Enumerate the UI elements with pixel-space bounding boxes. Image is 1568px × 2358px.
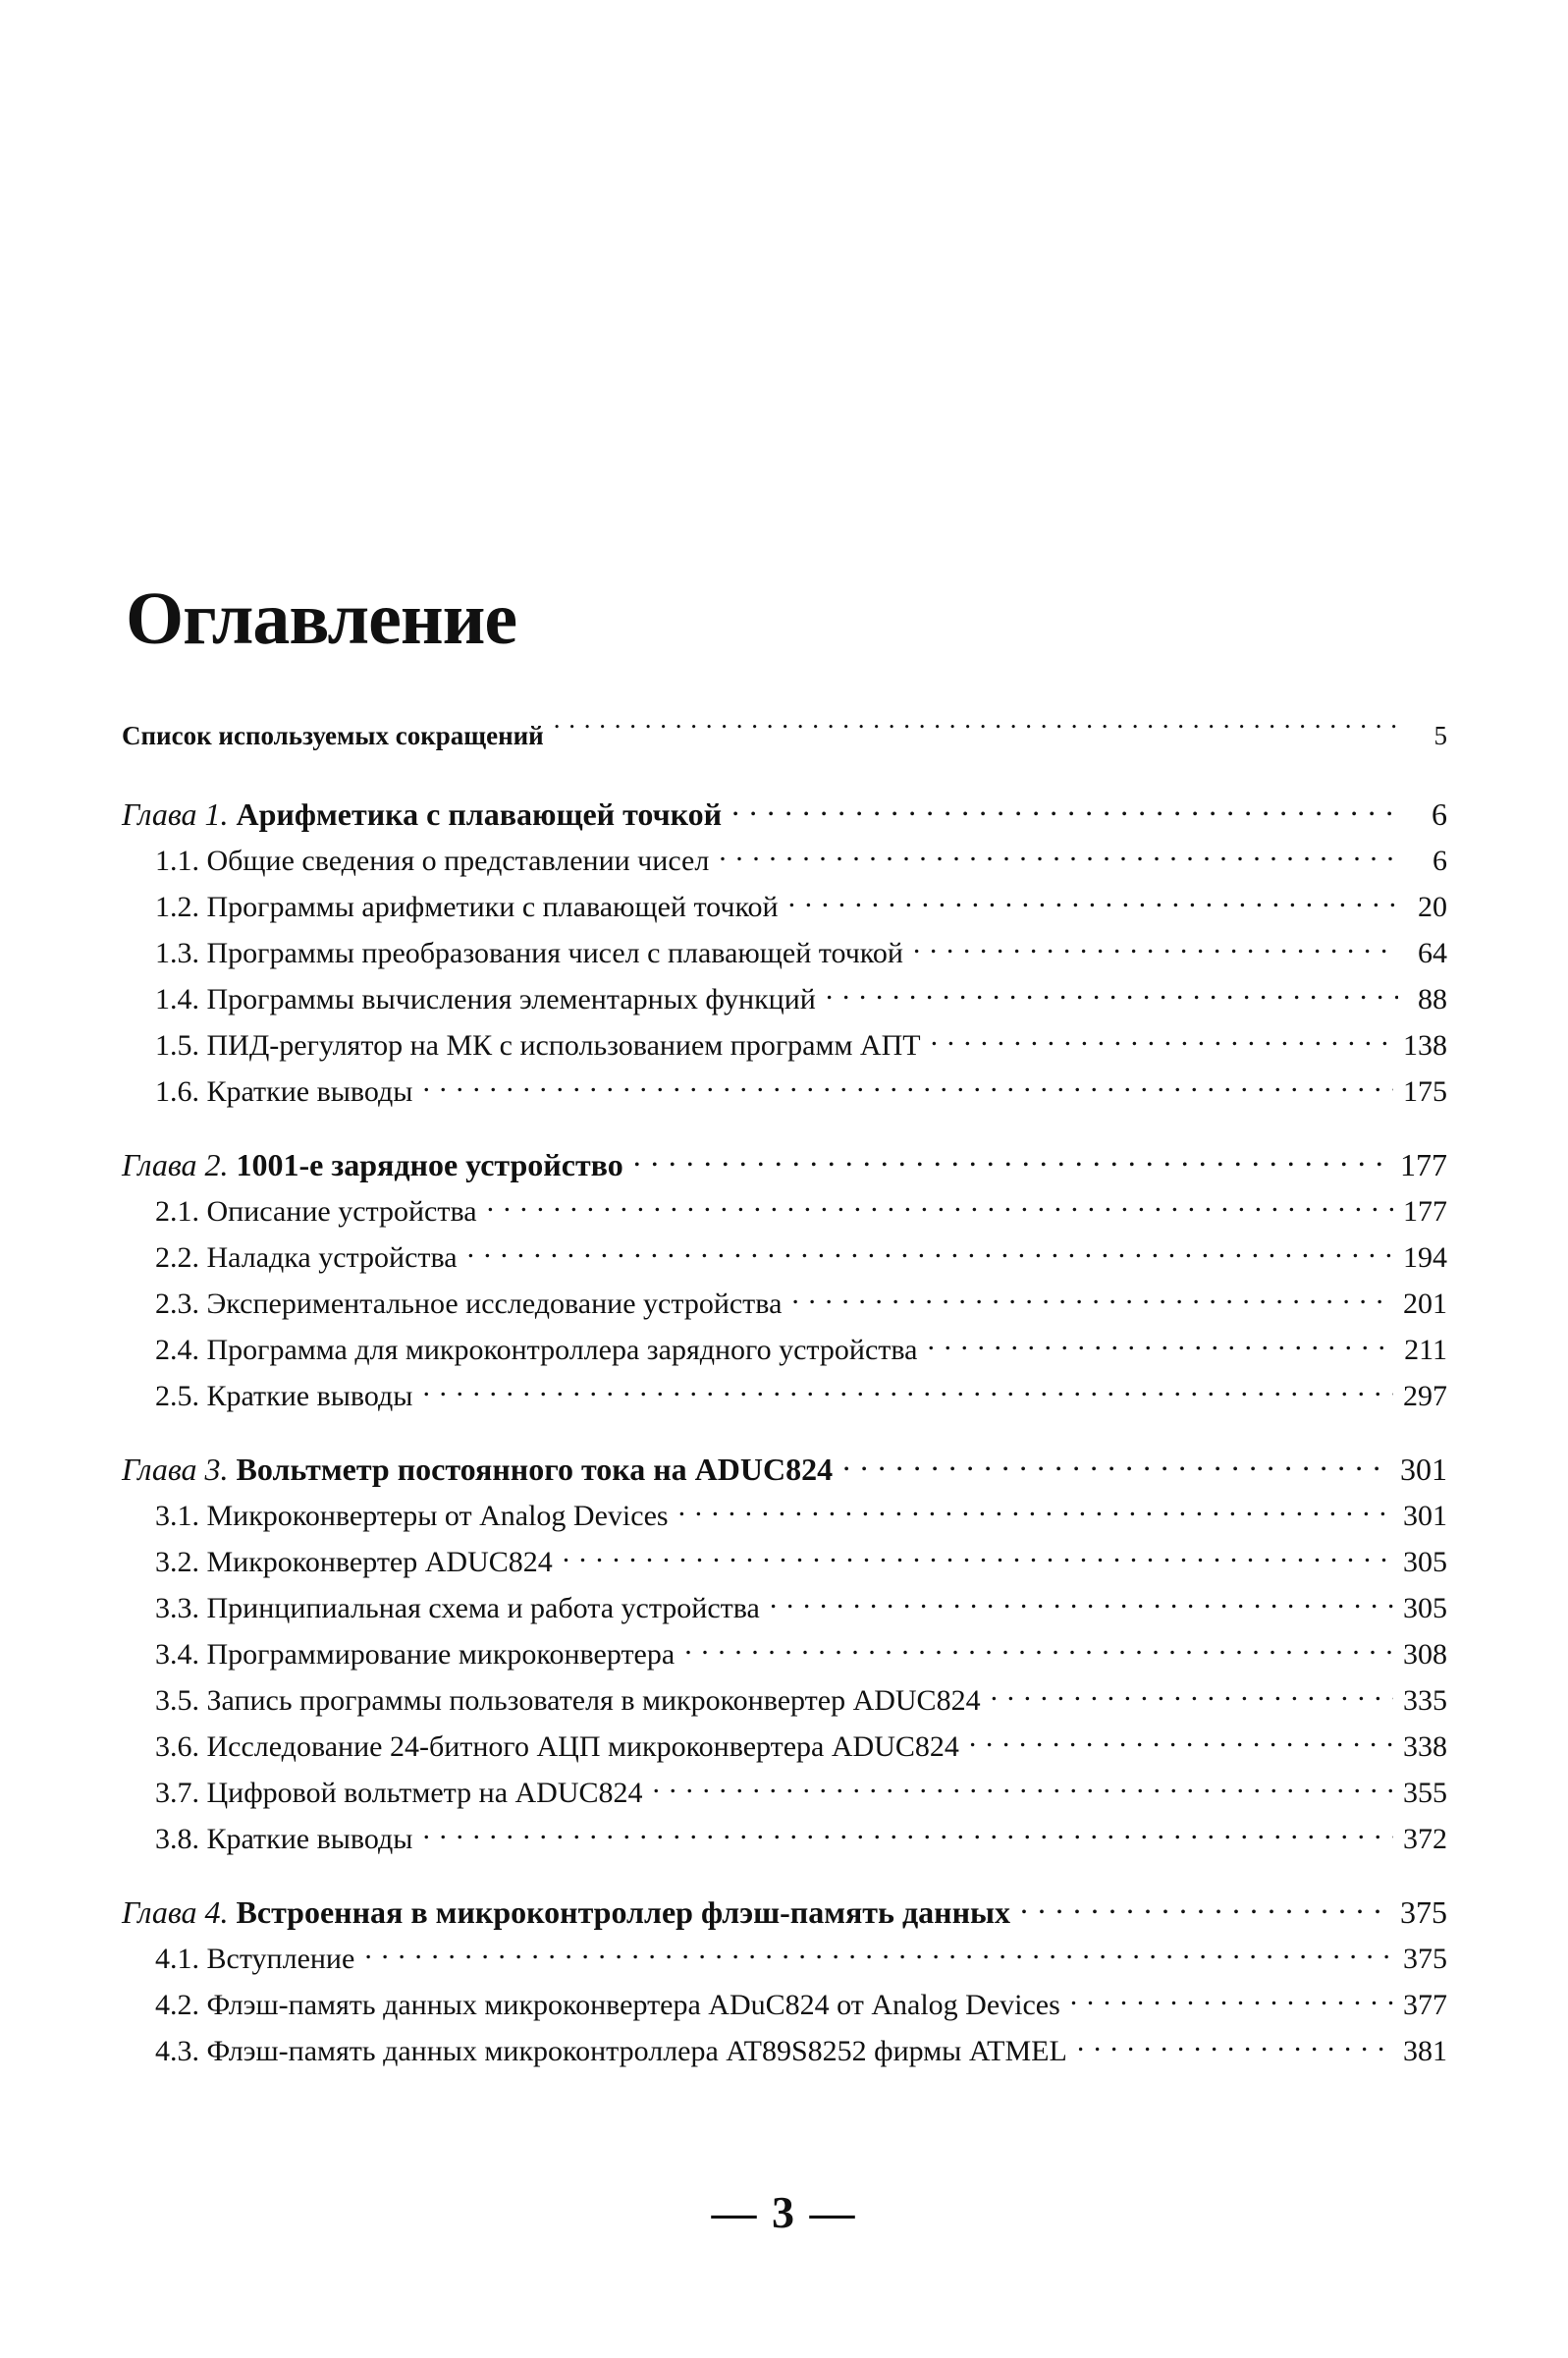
dot-leader bbox=[770, 1594, 1393, 1623]
dot-leader bbox=[1070, 1991, 1393, 2020]
section-label: 1.5. ПИД-регулятор на МК с использованием программ АПТ bbox=[155, 1029, 921, 1062]
section-page: 175 bbox=[1403, 1075, 1447, 1108]
dot-leader bbox=[991, 1686, 1393, 1716]
chapter-title: Вольтметр постоянного тока на ADUC824 bbox=[236, 1452, 834, 1487]
section-label: 4.3. Флэш-память данных микроконтроллера AT89S8252 фирмы ATMEL bbox=[155, 2035, 1067, 2067]
chapter-page: 375 bbox=[1400, 1894, 1447, 1930]
section-label: 2.3. Экспериментальное исследование устройства bbox=[155, 1288, 783, 1320]
section-entry bbox=[122, 1327, 1447, 1373]
section-label: 3.7. Цифровой вольтметр на ADUC824 bbox=[155, 1777, 643, 1809]
dot-leader bbox=[1077, 2037, 1393, 2066]
section-page: 20 bbox=[1418, 891, 1447, 923]
chapter-label: Глава 3. bbox=[122, 1452, 229, 1487]
chapter-label: Глава 4. bbox=[122, 1894, 229, 1930]
section-page: 355 bbox=[1403, 1777, 1447, 1809]
toc-entry-label: Список используемых сокращений bbox=[122, 721, 544, 750]
toc-entry-abbreviations bbox=[122, 707, 1447, 764]
dot-leader bbox=[719, 847, 1398, 876]
section-entry bbox=[122, 1373, 1447, 1419]
section-entry bbox=[122, 1022, 1447, 1069]
section-label: 1.4. Программы вычисления элементарных функций bbox=[155, 983, 816, 1015]
chapter-title: Арифметика с плавающей точкой bbox=[236, 796, 723, 832]
dot-leader bbox=[842, 1453, 1390, 1485]
section-label: 4.2. Флэш-память данных микроконвертера ADuC824 от Analog Devices bbox=[155, 1989, 1060, 2021]
section-page: 201 bbox=[1403, 1288, 1447, 1320]
section-page: 177 bbox=[1403, 1195, 1447, 1228]
chapter-heading bbox=[122, 1446, 1447, 1493]
section-page: 305 bbox=[1403, 1592, 1447, 1624]
chapter-label: Глава 1. bbox=[122, 796, 229, 832]
dot-leader bbox=[913, 939, 1398, 968]
section-label: 3.5. Запись программы пользователя в микроконвертер ADUC824 bbox=[155, 1684, 981, 1717]
section-entry bbox=[122, 1677, 1447, 1724]
section-entry bbox=[122, 1539, 1447, 1585]
section-entry bbox=[122, 1631, 1447, 1677]
section-page: 64 bbox=[1418, 937, 1447, 969]
section-label: 1.1. Общие сведения о представлении чисел bbox=[155, 845, 710, 877]
dot-leader bbox=[969, 1732, 1393, 1762]
section-page: 381 bbox=[1403, 2035, 1447, 2067]
dot-leader bbox=[487, 1197, 1393, 1227]
section-page: 138 bbox=[1403, 1029, 1447, 1062]
chapter-title: Встроенная в микроконтроллер флэш-память данных bbox=[236, 1894, 1010, 1930]
chapter-page: 177 bbox=[1400, 1147, 1447, 1182]
section-label: 1.3. Программы преобразования чисел с плавающей точкой bbox=[155, 937, 903, 969]
section-label: 3.4. Программирование микроконвертера bbox=[155, 1638, 676, 1671]
chapter-label: Глава 2. bbox=[122, 1147, 229, 1182]
dot-leader bbox=[826, 985, 1398, 1014]
dot-leader bbox=[653, 1779, 1393, 1808]
chapter-heading bbox=[122, 791, 1447, 838]
section-page: 297 bbox=[1403, 1380, 1447, 1412]
section-label: 3.8. Краткие выводы bbox=[155, 1823, 413, 1855]
section-page: 88 bbox=[1418, 983, 1447, 1015]
section-entry bbox=[122, 1770, 1447, 1816]
page-number: — 3 — bbox=[711, 2187, 857, 2237]
dot-leader bbox=[791, 1289, 1393, 1319]
section-page: 372 bbox=[1403, 1823, 1447, 1855]
section-page: 301 bbox=[1403, 1500, 1447, 1532]
section-entry bbox=[122, 1585, 1447, 1631]
section-entry bbox=[122, 1724, 1447, 1770]
dot-leader bbox=[364, 1945, 1393, 1974]
section-entry bbox=[122, 2028, 1447, 2074]
section-label: 2.2. Наладка устройства bbox=[155, 1241, 458, 1274]
section-label: 2.1. Описание устройства bbox=[155, 1195, 477, 1228]
dot-leader bbox=[633, 1149, 1390, 1180]
section-label: 4.1. Вступление bbox=[155, 1943, 355, 1975]
dot-leader bbox=[931, 1031, 1393, 1061]
section-page: 305 bbox=[1403, 1546, 1447, 1578]
section-entry bbox=[122, 976, 1447, 1022]
section-page: 335 bbox=[1403, 1684, 1447, 1717]
section-entry bbox=[122, 1493, 1447, 1539]
dot-leader bbox=[1020, 1896, 1390, 1928]
section-label: 3.2. Микроконвертер ADUC824 bbox=[155, 1546, 553, 1578]
section-entry bbox=[122, 1982, 1447, 2028]
section-page: 377 bbox=[1403, 1989, 1447, 2021]
section-entry bbox=[122, 884, 1447, 930]
section-page: 211 bbox=[1404, 1334, 1447, 1366]
dot-leader bbox=[422, 1382, 1393, 1411]
section-label: 2.4. Программа для микроконтроллера зарядного устройства bbox=[155, 1334, 918, 1366]
dot-leader bbox=[731, 798, 1398, 830]
section-page: 194 bbox=[1403, 1241, 1447, 1274]
section-entry bbox=[122, 1936, 1447, 1982]
section-entry bbox=[122, 930, 1447, 976]
table-of-contents bbox=[122, 707, 1447, 2074]
section-page: 6 bbox=[1433, 845, 1447, 877]
chapter-page: 301 bbox=[1400, 1452, 1447, 1487]
section-label: 3.1. Микроконвертеры от Analog Devices bbox=[155, 1500, 669, 1532]
chapter-heading bbox=[122, 1141, 1447, 1188]
section-entry bbox=[122, 1816, 1447, 1862]
section-label: 2.5. Краткие выводы bbox=[155, 1380, 413, 1412]
section-page: 308 bbox=[1403, 1638, 1447, 1671]
dot-leader bbox=[788, 893, 1398, 922]
dot-leader bbox=[422, 1825, 1393, 1854]
section-entry bbox=[122, 1188, 1447, 1234]
section-label: 3.3. Принципиальная схема и работа устройства bbox=[155, 1592, 760, 1624]
section-entry bbox=[122, 1281, 1447, 1327]
section-page: 338 bbox=[1403, 1730, 1447, 1763]
chapter-title: 1001-е зарядное устройство bbox=[236, 1147, 623, 1182]
section-entry bbox=[122, 838, 1447, 884]
dot-leader bbox=[927, 1336, 1394, 1365]
section-label: 3.6. Исследование 24-битного АЦП микроконвертера ADUC824 bbox=[155, 1730, 959, 1763]
toc-entry-page: 5 bbox=[1433, 721, 1447, 750]
section-entry bbox=[122, 1234, 1447, 1281]
dot-leader bbox=[684, 1640, 1393, 1670]
section-label: 1.2. Программы арифметики с плавающей точкой bbox=[155, 891, 779, 923]
dot-leader bbox=[467, 1243, 1393, 1273]
chapter-page: 6 bbox=[1432, 796, 1447, 832]
dot-leader bbox=[554, 723, 1398, 749]
chapter-heading bbox=[122, 1889, 1447, 1936]
dot-leader bbox=[563, 1548, 1393, 1577]
section-page: 375 bbox=[1403, 1943, 1447, 1975]
page-title: Оглавление bbox=[126, 577, 517, 660]
dot-leader bbox=[422, 1077, 1393, 1107]
dot-leader bbox=[678, 1502, 1393, 1531]
section-entry bbox=[122, 1069, 1447, 1115]
section-label: 1.6. Краткие выводы bbox=[155, 1075, 413, 1108]
